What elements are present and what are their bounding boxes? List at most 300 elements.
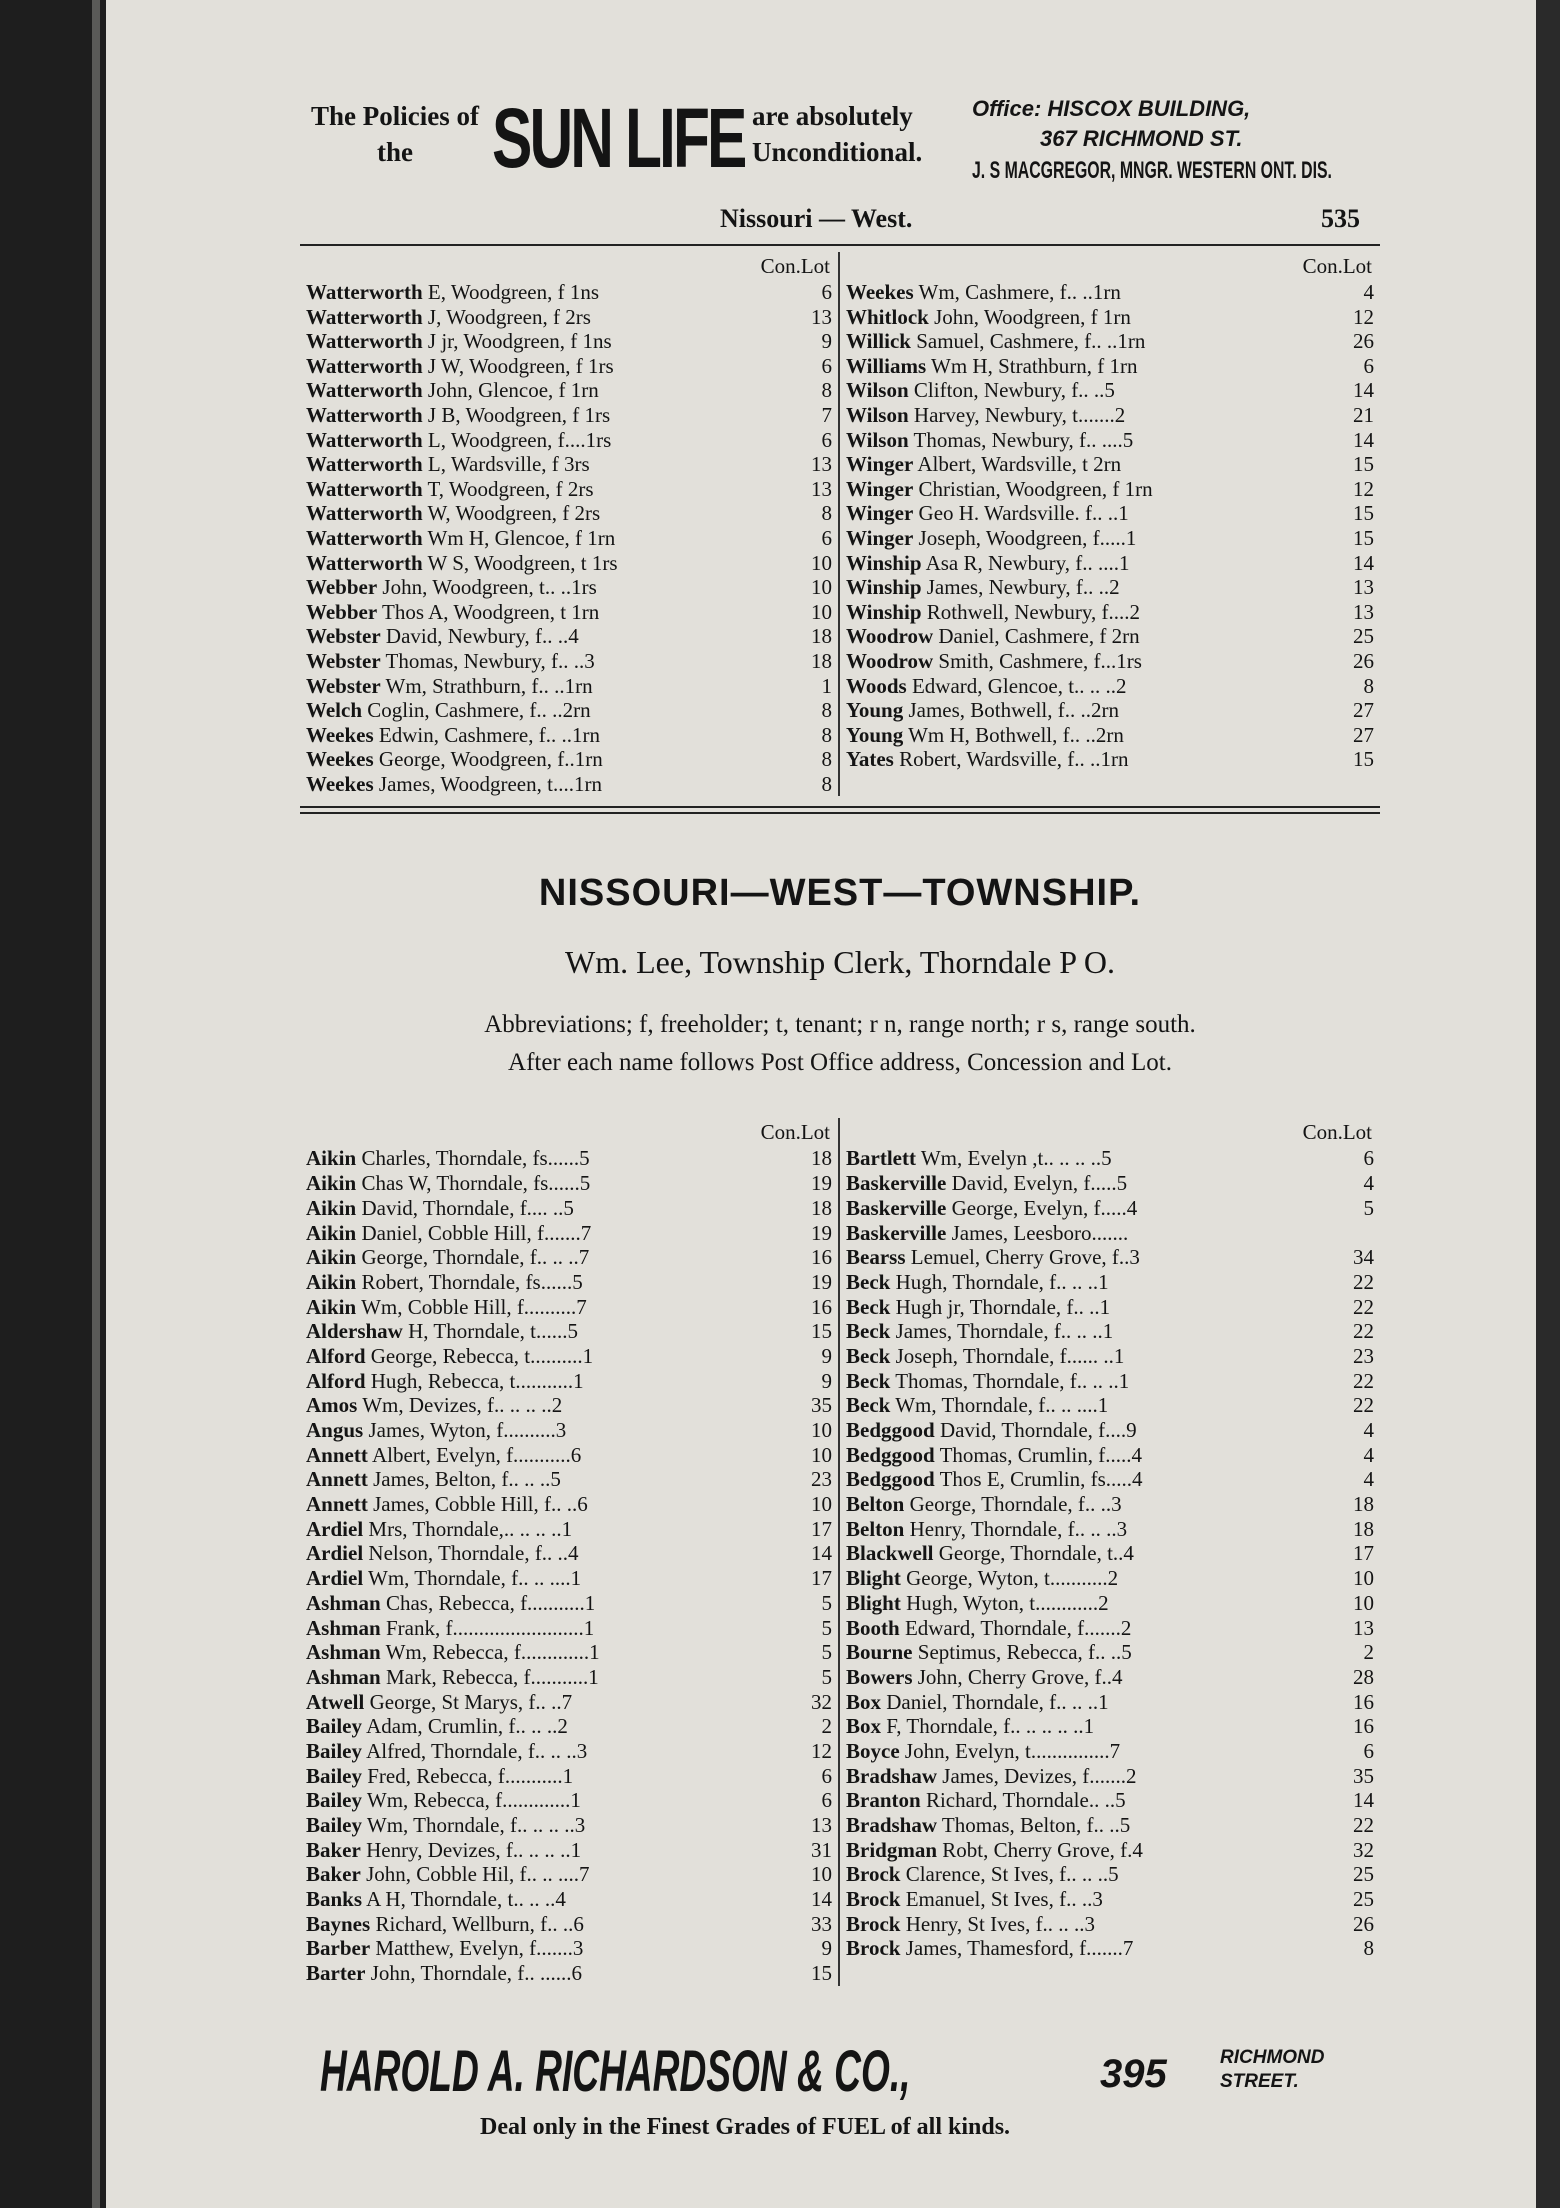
entry-lot: 31 (811, 1837, 832, 1862)
entry-details: James, Cobble Hill, f.. ..6 (373, 1492, 588, 1517)
entry-details: L, Wardsville, f 3rs (427, 452, 590, 477)
entry-details: David, Newbury, f.. ..4 (385, 624, 579, 649)
entry-text (846, 378, 1340, 403)
entry-surname: Brock (846, 1911, 901, 1936)
entry-details: Hugh, Wyton, t............2 (906, 1590, 1109, 1615)
directory-entry (846, 1146, 1374, 1171)
entry-lot: 22 (1353, 1294, 1374, 1319)
entry-surname: Watterworth (306, 427, 423, 452)
entry-lot: 6 (1363, 1146, 1374, 1171)
entry-details: Chas W, Thorndale, fs......5 (361, 1171, 591, 1196)
entry-lot: 9 (821, 1343, 832, 1368)
entry-text (846, 1295, 1340, 1320)
entry-surname: Bailey (306, 1714, 362, 1739)
entry-surname: Watterworth (306, 329, 423, 354)
directory-entry (306, 1369, 832, 1394)
entry-surname: Barter (306, 1961, 366, 1986)
entry-details: F, Thorndale, f.. .. .. .. ..1 (886, 1714, 1095, 1739)
entry-surname: Winship (846, 550, 922, 575)
directory-entry (306, 1270, 832, 1295)
entry-details: Edward, Glencoe, t.. .. ..2 (911, 673, 1127, 698)
ad-brand: SUN LIFE (492, 91, 745, 185)
ad-office-line2: 367 RICHMOND ST. (1040, 126, 1243, 151)
entry-lot: 8 (1363, 1936, 1374, 1961)
entry-details: Hugh jr, Thorndale, f.. ..1 (895, 1294, 1111, 1319)
directory-entry (306, 1517, 832, 1542)
entry-lot: 4 (1363, 1467, 1374, 1492)
entry-surname: Ashman (306, 1664, 381, 1689)
directory-entry (846, 1640, 1374, 1665)
entry-surname: Baskerville (846, 1171, 947, 1196)
entry-surname: Alford (306, 1343, 366, 1368)
entry-text (846, 698, 1340, 723)
entry-surname: Willick (846, 329, 911, 354)
entry-details: Wm, Rebecca, f.............1 (366, 1788, 581, 1813)
entry-surname: Beck (846, 1269, 891, 1294)
entry-details: Henry, Thorndale, f.. .. ..3 (909, 1516, 1128, 1541)
directory-entry (306, 551, 832, 576)
entry-lot: 6 (821, 280, 832, 304)
directory-entry (306, 1245, 832, 1270)
directory-entry (846, 1813, 1374, 1838)
directory-entry (846, 1788, 1374, 1813)
entry-surname: Winger (846, 476, 914, 501)
directory-entry (306, 649, 832, 674)
entry-text (846, 1146, 1340, 1171)
entry-surname: Aikin (306, 1171, 357, 1196)
entry-details: Daniel, Cobble Hill, f.......7 (361, 1220, 592, 1245)
entry-surname: Yates (846, 747, 894, 772)
directory-entry (846, 1270, 1374, 1295)
entry-lot: 22 (1353, 1393, 1374, 1418)
directory-entry (846, 329, 1374, 354)
entry-text (306, 1788, 798, 1813)
entry-surname: Aikin (306, 1245, 357, 1270)
entry-surname: Aikin (306, 1146, 357, 1171)
entry-lot: 14 (811, 1541, 832, 1566)
entry-lot: 8 (821, 722, 832, 747)
directory-entry (306, 698, 832, 723)
entry-text (846, 1270, 1340, 1295)
entry-text (846, 1369, 1340, 1394)
directory-entry (306, 280, 832, 305)
entry-lot: 8 (821, 378, 832, 403)
entry-surname: Blight (846, 1590, 901, 1615)
entry-surname: Annett (306, 1442, 368, 1467)
entry-text (846, 1221, 1340, 1246)
entry-surname: Bridgman (846, 1837, 938, 1862)
entry-details: Robert, Thorndale, fs......5 (361, 1269, 583, 1294)
directory-entry (846, 723, 1374, 748)
entry-text (306, 1764, 798, 1789)
entry-surname: Bedggood (846, 1467, 935, 1492)
entry-details: Clifton, Newbury, f.. ..5 (913, 378, 1115, 403)
entry-details: Coglin, Cashmere, f.. ..2rn (367, 698, 591, 723)
entry-lot: 19 (811, 1220, 832, 1245)
entry-surname: Young (846, 722, 904, 747)
entry-lot: 32 (1353, 1837, 1374, 1862)
entry-surname: Angus (306, 1418, 364, 1443)
entry-text (846, 1764, 1340, 1789)
directory-entry (846, 1739, 1374, 1764)
entry-text (846, 1862, 1340, 1887)
directory-entry (846, 1418, 1374, 1443)
entry-surname: Ashman (306, 1640, 381, 1665)
entry-details: Septimus, Rebecca, f.. ..5 (917, 1640, 1132, 1665)
entry-surname: Bourne (846, 1640, 913, 1665)
directory-entry (306, 1344, 832, 1369)
entry-text (306, 354, 798, 379)
entry-surname: Winger (846, 525, 914, 550)
entry-text (846, 1690, 1340, 1715)
running-head-section: Nissouri — West. (720, 204, 913, 233)
entry-text (306, 1295, 798, 1320)
column-header: Con.Lot (760, 1120, 830, 1145)
entry-lot: 16 (1353, 1689, 1374, 1714)
entry-text (846, 649, 1340, 674)
entry-details: Henry, Devizes, f.. .. .. ..1 (366, 1837, 582, 1862)
page-number: 535 (1321, 204, 1360, 233)
entry-text (846, 452, 1340, 477)
entry-lot (1340, 1221, 1374, 1246)
entry-details: Fred, Rebecca, f...........1 (367, 1763, 574, 1788)
directory-entry (306, 477, 832, 502)
entry-surname: Weekes (306, 771, 374, 796)
entry-details: Mark, Rebecca, f...........1 (385, 1664, 599, 1689)
directory-page (300, 90, 1380, 1986)
entry-details: James, Newbury, f.. ..2 (926, 575, 1120, 600)
directory-entry (846, 674, 1374, 699)
entry-lot: 25 (1353, 624, 1374, 649)
entry-details: Wm H, Glencoe, f 1rn (427, 525, 616, 550)
entry-lot: 18 (811, 624, 832, 649)
entry-details: Rothwell, Newbury, f....2 (926, 599, 1141, 624)
entry-details: Asa R, Newbury, f.. ....1 (925, 550, 1130, 575)
entry-text (846, 1319, 1340, 1344)
entry-surname: Banks (306, 1887, 363, 1912)
entry-text (306, 1393, 798, 1418)
entry-text (306, 280, 798, 305)
entry-text (306, 1912, 798, 1937)
directory-entry (846, 1319, 1374, 1344)
entry-lot: 10 (1353, 1566, 1374, 1591)
double-rule-divider (300, 806, 1380, 814)
entry-surname: Watterworth (306, 378, 423, 403)
entry-details: Clarence, St Ives, f.. .. ..5 (905, 1862, 1119, 1887)
entry-lot: 5 (821, 1640, 832, 1665)
entry-surname: Ashman (306, 1615, 381, 1640)
entry-details: Wm, Thorndale, f.. .. .. ..3 (366, 1813, 586, 1838)
township-clerk-line: Wm. Lee, Township Clerk, Thorndale P O. (565, 944, 1115, 981)
entry-lot: 9 (821, 1368, 832, 1393)
entry-text (306, 1936, 798, 1961)
entry-lot: 10 (811, 1418, 832, 1443)
entry-text (846, 501, 1340, 526)
entry-lot: 16 (1353, 1714, 1374, 1739)
entry-text (846, 1936, 1340, 1961)
entry-lot: 13 (811, 476, 832, 501)
entry-lot: 14 (1353, 378, 1374, 403)
footer-ad-line (320, 2039, 1400, 2104)
entry-lot: 14 (1353, 1788, 1374, 1813)
entry-lot: 27 (1353, 698, 1374, 723)
directory-entry (846, 1690, 1374, 1715)
entry-lot: 5 (1363, 1195, 1374, 1220)
entry-details: Richard, Thorndale.. ..5 (925, 1788, 1126, 1813)
directory-entry (846, 1862, 1374, 1887)
entry-surname: Bearss (846, 1245, 906, 1270)
directory-entry (846, 575, 1374, 600)
directory-entry (846, 1566, 1374, 1591)
entry-lot: 5 (821, 1664, 832, 1689)
entry-details: Mrs, Thorndale,.. .. .. ..1 (368, 1516, 573, 1541)
entry-lot: 13 (811, 1813, 832, 1838)
entry-details: Christian, Woodgreen, f 1rn (918, 476, 1153, 501)
entry-text (306, 649, 798, 674)
entry-details: John, Cherry Grove, f..4 (917, 1664, 1123, 1689)
directory-entry (306, 1813, 832, 1838)
directory-entry (846, 1196, 1374, 1221)
directory-entry (846, 624, 1374, 649)
entry-text (846, 575, 1340, 600)
entry-lot: 15 (1353, 501, 1374, 526)
entry-details: James, Thamesford, f.......7 (905, 1936, 1134, 1961)
directory-entry (846, 1295, 1374, 1320)
entry-details: John, Glencoe, f 1rn (427, 378, 599, 403)
entry-details: Wm, Thorndale, f.. .. ....1 (368, 1566, 582, 1591)
entry-details: T, Woodgreen, f 2rs (427, 476, 594, 501)
entry-details: Richard, Wellburn, f.. ..6 (375, 1911, 584, 1936)
entry-details: Harvey, Newbury, t.......2 (913, 402, 1126, 427)
entry-list (846, 1146, 1374, 1961)
entry-text (306, 1319, 798, 1344)
entry-surname: Baker (306, 1862, 361, 1887)
directory-entry (306, 305, 832, 330)
entry-text (306, 1492, 798, 1517)
entry-details: Adam, Crumlin, f.. .. ..2 (366, 1714, 568, 1739)
entry-details: Wm, Thorndale, f.. .. ....1 (895, 1393, 1109, 1418)
entry-details: J jr, Woodgreen, f 1ns (427, 329, 612, 354)
entry-surname: Bradshaw (846, 1763, 938, 1788)
directory-entry (846, 1616, 1374, 1641)
entry-text (846, 1887, 1340, 1912)
entry-details: Emanuel, St Ives, f.. ..3 (905, 1887, 1103, 1912)
entry-text (846, 674, 1340, 699)
scan-right-border (1536, 0, 1560, 2208)
entry-text (846, 1541, 1340, 1566)
entry-text (846, 403, 1340, 428)
entry-details: Daniel, Cashmere, f 2rn (938, 624, 1140, 649)
entry-details: Wm H, Strathburn, f 1rn (931, 353, 1138, 378)
entry-details: Wm, Cobble Hill, f..........7 (361, 1294, 587, 1319)
entry-surname: Baynes (306, 1911, 371, 1936)
entry-surname: Wilson (846, 378, 909, 403)
entry-lot: 26 (1353, 648, 1374, 673)
entry-details: Thomas, Crumlin, f.....4 (939, 1442, 1142, 1467)
entry-surname: Webster (306, 624, 381, 649)
entry-text (846, 723, 1340, 748)
entry-surname: Annett (306, 1467, 368, 1492)
entry-surname: Beck (846, 1368, 891, 1393)
entry-lot: 10 (811, 1492, 832, 1517)
entry-surname: Watterworth (306, 304, 423, 329)
entry-details: Alfred, Thorndale, f.. .. ..3 (366, 1738, 588, 1763)
running-head (300, 200, 1380, 246)
entry-text (306, 1270, 798, 1295)
entry-lot: 15 (1353, 747, 1374, 772)
entry-details: David, Evelyn, f.....5 (951, 1171, 1128, 1196)
entry-details: George, Thorndale, f.. ..3 (909, 1492, 1122, 1517)
directory-entry (846, 1887, 1374, 1912)
directory-entry (846, 1936, 1374, 1961)
entry-lot: 18 (1353, 1516, 1374, 1541)
entry-lot: 9 (821, 1936, 832, 1961)
entry-text (846, 329, 1340, 354)
entry-surname: Watterworth (306, 280, 423, 304)
address-note-line: After each name follows Post Office address, Concession and Lot. (508, 1049, 1172, 1077)
entry-lot: 34 (1353, 1245, 1374, 1270)
directory-entry (846, 600, 1374, 625)
directory-entry (846, 280, 1374, 305)
entry-details: Samuel, Cashmere, f.. ..1rn (916, 329, 1146, 354)
directory-entry (846, 1541, 1374, 1566)
entry-details: Thomas, Thorndale, f.. .. ..1 (895, 1368, 1130, 1393)
entry-details: Frank, f.........................1 (385, 1615, 595, 1640)
directory-entry (846, 1665, 1374, 1690)
entry-surname: Beck (846, 1319, 891, 1344)
directory-entry (306, 1541, 832, 1566)
entry-text (846, 1467, 1340, 1492)
directory-entry (306, 1640, 832, 1665)
entry-lot: 23 (811, 1467, 832, 1492)
entry-lot: 21 (1353, 402, 1374, 427)
entry-details: George, Rebecca, t..........1 (370, 1343, 594, 1368)
entry-lot: 17 (811, 1566, 832, 1591)
entry-surname: Winship (846, 599, 922, 624)
directory-entry (306, 526, 832, 551)
entry-details: Charles, Thorndale, fs......5 (361, 1146, 590, 1171)
directory-entry (306, 1838, 832, 1863)
entry-surname: Aikin (306, 1269, 357, 1294)
entry-surname: Bailey (306, 1788, 362, 1813)
entry-text (306, 1640, 798, 1665)
entry-lot: 15 (1353, 525, 1374, 550)
entry-lot: 17 (1353, 1541, 1374, 1566)
entry-text (846, 1245, 1340, 1270)
entry-text (306, 403, 798, 428)
entry-surname: Ardiel (306, 1516, 364, 1541)
entry-text (306, 1418, 798, 1443)
entry-details: John, Cobble Hil, f.. .. ....7 (366, 1862, 590, 1887)
entry-details: Geo H. Wardsville. f.. ..1 (918, 501, 1129, 526)
directory-entry (306, 1393, 832, 1418)
entry-lot: 35 (811, 1393, 832, 1418)
directory-entry (846, 551, 1374, 576)
ad-street-line1: RICHMOND (1220, 2047, 1325, 2068)
entry-details: James, Thorndale, f.. .. ..1 (895, 1319, 1114, 1344)
entry-surname: Weekes (306, 722, 374, 747)
entry-details: John, Woodgreen, t.. ..1rs (382, 575, 597, 600)
entry-details: W S, Woodgreen, t 1rs (427, 550, 618, 575)
ad-office-line1: Office: HISCOX BUILDING, (972, 96, 1251, 121)
directory-entry (846, 526, 1374, 551)
directory-entry (306, 674, 832, 699)
directory-entry (306, 1443, 832, 1468)
scan-left-border (0, 0, 106, 2208)
main-listing-right-column (840, 1118, 1380, 1985)
directory-entry (306, 354, 832, 379)
entry-lot: 25 (1353, 1862, 1374, 1887)
entry-lot: 23 (1353, 1343, 1374, 1368)
entry-text (846, 477, 1340, 502)
entry-text (306, 747, 798, 772)
entry-lot: 22 (1353, 1368, 1374, 1393)
entry-text (306, 551, 798, 576)
directory-entry (306, 1936, 832, 1961)
entry-text (846, 1665, 1340, 1690)
main-listing-left-column (300, 1118, 840, 1985)
entry-lot: 13 (1353, 575, 1374, 600)
entry-details: Thos E, Crumlin, fs.....4 (939, 1467, 1143, 1492)
entry-details: Edwin, Cashmere, f.. ..1rn (378, 722, 600, 747)
entry-surname: Winger (846, 452, 914, 477)
directory-entry (846, 305, 1374, 330)
entry-surname: Bailey (306, 1763, 362, 1788)
ad-tagline: Deal only in the Finest Grades of FUEL of all kinds. (480, 2114, 1011, 2140)
entry-text (306, 1517, 798, 1542)
entry-text (846, 1616, 1340, 1641)
entry-text (846, 1517, 1340, 1542)
entry-surname: Webster (306, 648, 381, 673)
entry-list (846, 280, 1374, 772)
column-header: Con.Lot (760, 254, 830, 278)
directory-entry (306, 1887, 832, 1912)
entry-lot: 9 (821, 329, 832, 354)
entry-lot: 15 (1353, 452, 1374, 477)
entry-surname: Watterworth (306, 501, 423, 526)
entry-details: Daniel, Thorndale, f.. .. ..1 (886, 1689, 1109, 1714)
directory-entry (846, 1714, 1374, 1739)
entry-lot: 18 (811, 1146, 832, 1171)
entry-text (846, 1912, 1340, 1937)
sun-life-advertisement (300, 90, 1380, 200)
entry-text (306, 1221, 798, 1246)
entry-lot: 13 (1353, 1615, 1374, 1640)
entry-details: Smith, Cashmere, f...1rs (938, 648, 1142, 673)
entry-surname: Brock (846, 1936, 901, 1961)
entry-lot: 14 (811, 1887, 832, 1912)
entry-details: James, Belton, f.. .. ..5 (373, 1467, 561, 1492)
entry-details: Nelson, Thorndale, f.. ..4 (368, 1541, 579, 1566)
entry-lot: 26 (1353, 1911, 1374, 1936)
entry-lot: 18 (811, 648, 832, 673)
directory-entry (846, 1764, 1374, 1789)
entry-details: Wm H, Bothwell, f.. ..2rn (908, 722, 1124, 747)
entry-text (306, 1591, 798, 1616)
entry-surname: Belton (846, 1516, 905, 1541)
entry-details: Thomas, Newbury, f.. ....5 (913, 427, 1134, 452)
entry-surname: Beck (846, 1294, 891, 1319)
entry-lot: 12 (811, 1738, 832, 1763)
entry-text (306, 1616, 798, 1641)
entry-details: Albert, Evelyn, f...........6 (371, 1442, 582, 1467)
directory-entry (306, 1566, 832, 1591)
entry-lot: 14 (1353, 427, 1374, 452)
column-header: Con.Lot (1302, 254, 1372, 278)
entry-lot: 10 (1353, 1590, 1374, 1615)
entry-details: John, Evelyn, t...............7 (904, 1738, 1121, 1763)
entry-text (846, 1714, 1340, 1739)
